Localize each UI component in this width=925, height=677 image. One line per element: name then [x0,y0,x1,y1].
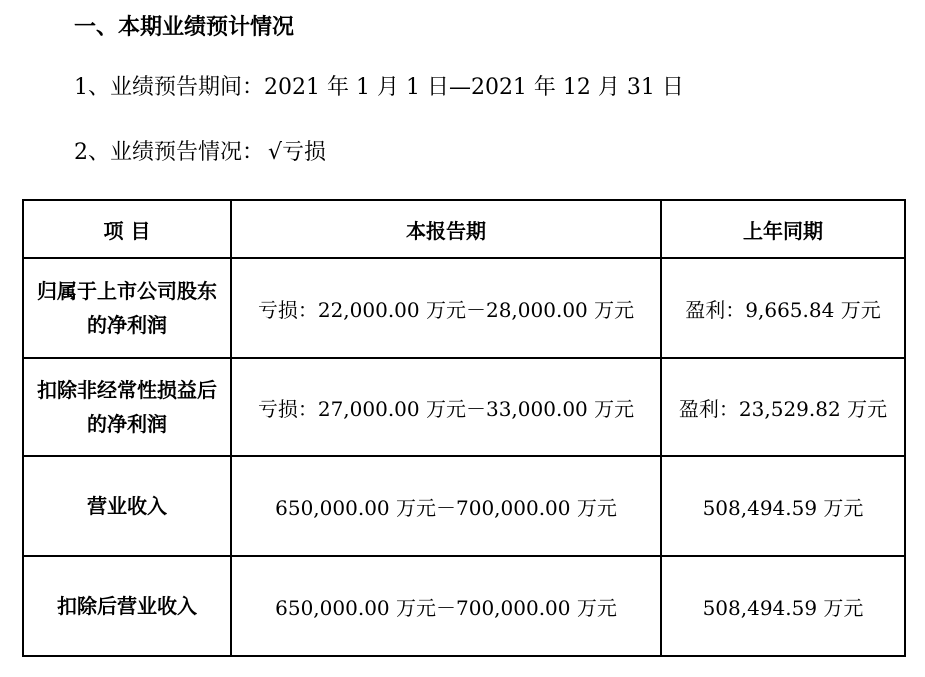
table-row [23,456,905,556]
forecast-table [22,199,906,657]
table-header-row [23,200,905,258]
section-title: 一、本期业绩预计情况 [74,14,295,40]
row-item-label: 归属于上市公司股东的净利润 [23,258,231,358]
row-prior-value: 盈利：23,529.82 万元 [661,358,905,456]
forecast-status-value: 亏损 [282,140,327,165]
forecast-status [74,135,326,166]
table-row [23,258,905,358]
header-item: 项 目 [23,200,231,258]
check-mark-icon: √ [268,140,283,165]
row-item-label: 扣除后营业收入 [23,556,231,656]
row-prior-value: 盈利：9,665.84 万元 [661,258,905,358]
row-current-value: 650,000.00 万元－700,000.00 万元 [231,556,661,656]
row-item-label: 扣除非经常性损益后的净利润 [23,358,231,456]
header-current-period: 本报告期 [231,200,661,258]
row-item-label: 营业收入 [23,456,231,556]
forecast-period: 1、业绩预告期间：2021 年 1 月 1 日—2021 年 12 月 31 日 [74,75,684,100]
table-row [23,556,905,656]
table-row [23,358,905,456]
row-prior-value: 508,494.59 万元 [661,456,905,556]
forecast-status-label: 2、业绩预告情况： [74,140,264,165]
row-current-value: 650,000.00 万元－700,000.00 万元 [231,456,661,556]
row-current-value: 亏损：27,000.00 万元－33,000.00 万元 [231,358,661,456]
row-prior-value: 508,494.59 万元 [661,556,905,656]
header-prior-period: 上年同期 [661,200,905,258]
row-current-value: 亏损：22,000.00 万元－28,000.00 万元 [231,258,661,358]
